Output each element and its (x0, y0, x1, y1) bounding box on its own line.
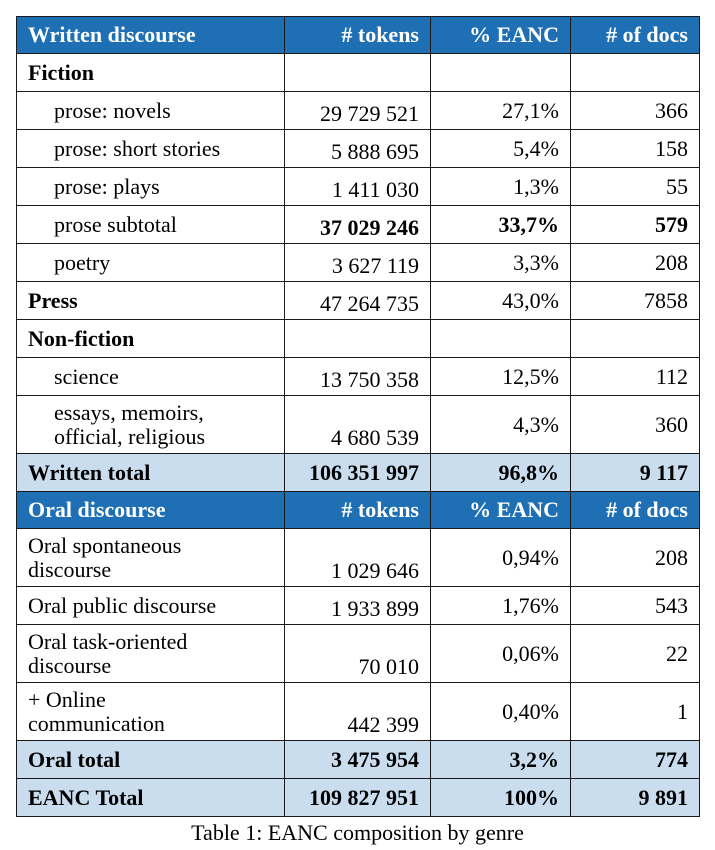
eanc-total-docs: 9 891 (571, 779, 700, 817)
fiction-pct-cell (431, 54, 571, 92)
oral-public-pct: 1,76% (431, 587, 571, 625)
oral-task-line1: Oral task-oriented (28, 628, 188, 654)
novels-docs: 366 (571, 92, 700, 130)
prose-subtotal-pct: 33,7% (431, 206, 571, 244)
table-row (17, 130, 700, 168)
oral-public-label: Oral public discourse (17, 587, 285, 625)
online-tokens: 442 399 (285, 683, 431, 741)
online-line2: communication (28, 710, 165, 736)
oral-spontaneous-line2: discourse (28, 556, 112, 582)
oral-header-label: Oral discourse (17, 492, 285, 529)
table-row (17, 396, 700, 454)
nonfiction-pct-cell (431, 320, 571, 358)
press-tokens: 47 264 735 (285, 282, 431, 320)
oral-header-docs: # of docs (571, 492, 700, 529)
short-stories-tokens: 5 888 695 (285, 130, 431, 168)
fiction-docs-cell (571, 54, 700, 92)
table-row (17, 683, 700, 741)
oral-header-row (17, 492, 700, 529)
table-row (17, 244, 700, 282)
oral-header-pct: % EANC (431, 492, 571, 529)
essays-label (17, 396, 285, 454)
oral-spontaneous-label (17, 529, 285, 587)
fiction-tokens-cell (285, 54, 431, 92)
online-docs: 1 (571, 683, 700, 741)
oral-total-label: Oral total (17, 741, 285, 779)
written-header-docs: # of docs (571, 17, 700, 54)
written-total-label: Written total (17, 454, 285, 492)
oral-spontaneous-docs: 208 (571, 529, 700, 587)
press-pct: 43,0% (431, 282, 571, 320)
table-row (17, 529, 700, 587)
written-header-label: Written discourse (17, 17, 285, 54)
poetry-label: poetry (17, 244, 285, 282)
nonfiction-tokens-cell (285, 320, 431, 358)
essays-label-line2: official, religious (54, 423, 206, 449)
oral-total-docs: 774 (571, 741, 700, 779)
oral-public-docs: 543 (571, 587, 700, 625)
written-header-pct: % EANC (431, 17, 571, 54)
eanc-total-label: EANC Total (17, 779, 285, 817)
essays-docs: 360 (571, 396, 700, 454)
science-docs: 112 (571, 358, 700, 396)
plays-docs: 55 (571, 168, 700, 206)
oral-task-pct: 0,06% (431, 625, 571, 683)
nonfiction-docs-cell (571, 320, 700, 358)
science-label: science (17, 358, 285, 396)
oral-task-tokens: 70 010 (285, 625, 431, 683)
eanc-total-pct: 100% (431, 779, 571, 817)
prose-subtotal-label: prose subtotal (17, 206, 285, 244)
fiction-row (17, 54, 700, 92)
fiction-label: Fiction (17, 54, 285, 92)
nonfiction-row (17, 320, 700, 358)
table-caption: Table 1: EANC composition by genre (191, 820, 524, 845)
prose-subtotal-tokens: 37 029 246 (285, 206, 431, 244)
oral-spontaneous-line1: Oral spontaneous (28, 532, 182, 558)
novels-label: prose: novels (17, 92, 285, 130)
online-pct: 0,40% (431, 683, 571, 741)
poetry-docs: 208 (571, 244, 700, 282)
oral-spontaneous-pct: 0,94% (431, 529, 571, 587)
table-row (17, 168, 700, 206)
oral-public-tokens: 1 933 899 (285, 587, 431, 625)
oral-header-tokens: # tokens (285, 492, 431, 529)
essays-pct: 4,3% (431, 396, 571, 454)
online-line1: + Online (28, 686, 106, 712)
oral-total-row (17, 741, 700, 779)
eanc-total-tokens: 109 827 951 (285, 779, 431, 817)
table-row (17, 587, 700, 625)
short-stories-pct: 5,4% (431, 130, 571, 168)
table-row (17, 358, 700, 396)
plays-pct: 1,3% (431, 168, 571, 206)
table-row (17, 282, 700, 320)
online-label (17, 683, 285, 741)
short-stories-docs: 158 (571, 130, 700, 168)
plays-tokens: 1 411 030 (285, 168, 431, 206)
written-total-tokens: 106 351 997 (285, 454, 431, 492)
oral-task-docs: 22 (571, 625, 700, 683)
plays-label: prose: plays (17, 168, 285, 206)
table-row (17, 206, 700, 244)
nonfiction-label: Non-fiction (17, 320, 285, 358)
written-header-tokens: # tokens (285, 17, 431, 54)
prose-subtotal-docs: 579 (571, 206, 700, 244)
poetry-tokens: 3 627 119 (285, 244, 431, 282)
written-header-row (17, 17, 700, 54)
eanc-total-row (17, 779, 700, 817)
science-pct: 12,5% (431, 358, 571, 396)
essays-tokens: 4 680 539 (285, 396, 431, 454)
novels-tokens: 29 729 521 (285, 92, 431, 130)
table-row (17, 625, 700, 683)
oral-spontaneous-tokens: 1 029 646 (285, 529, 431, 587)
eanc-composition-table (16, 16, 700, 817)
written-total-pct: 96,8% (431, 454, 571, 492)
essays-label-line1: essays, memoirs, (54, 399, 204, 425)
written-total-row (17, 454, 700, 492)
oral-task-label (17, 625, 285, 683)
short-stories-label: prose: short stories (17, 130, 285, 168)
written-total-docs: 9 117 (571, 454, 700, 492)
science-tokens: 13 750 358 (285, 358, 431, 396)
oral-total-pct: 3,2% (431, 741, 571, 779)
composition-table-container (16, 16, 699, 817)
poetry-pct: 3,3% (431, 244, 571, 282)
oral-task-line2: discourse (28, 652, 112, 678)
oral-total-tokens: 3 475 954 (285, 741, 431, 779)
table-row (17, 92, 700, 130)
novels-pct: 27,1% (431, 92, 571, 130)
press-label: Press (17, 282, 285, 320)
press-docs: 7858 (571, 282, 700, 320)
